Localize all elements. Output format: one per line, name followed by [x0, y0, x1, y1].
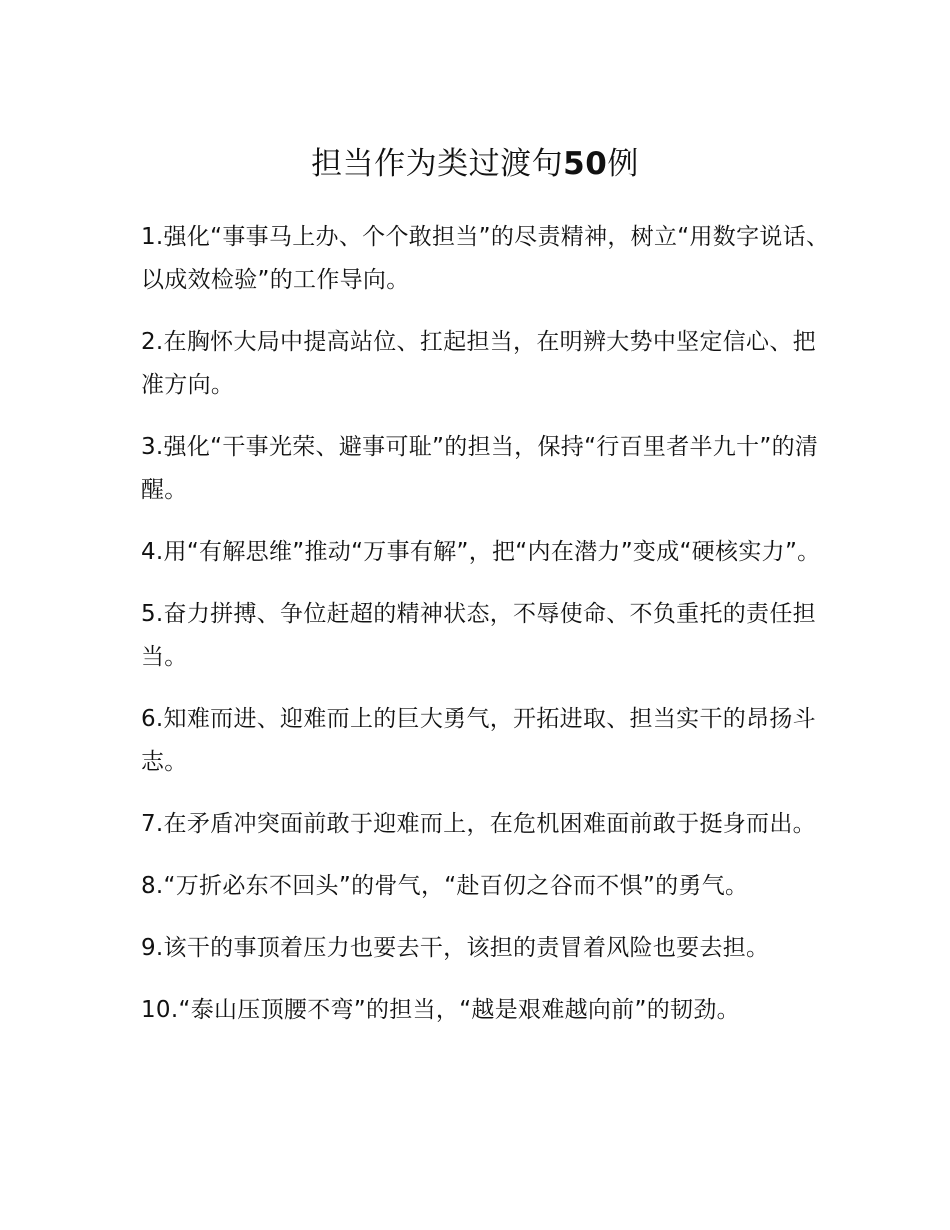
list-item: 1.强化“事事马上办、个个敢担当”的尽责精神，树立“用数字说话、以成效检验”的工作导向。: [141, 224, 830, 293]
list-item: 3.强化“干事光荣、避事可耻”的担当，保持“行百里者半九十”的清醒。: [141, 434, 819, 503]
title-prefix: 担当作为类过渡句: [311, 146, 564, 182]
list-item: 2.在胸怀大局中提高站位、扛起担当，在明辨大势中坚定信心、把准方向。: [141, 329, 816, 398]
item-list: [141, 216, 831, 1051]
list-item: 4.用“有解思维”推动“万事有解”，把“内在潜力”变成“硬核实力”。: [141, 539, 821, 565]
list-item: 8.“万折必东不回头”的骨气，“赴百仞之谷而不惧”的勇气。: [141, 873, 749, 899]
list-item: 6.知难而进、迎难而上的巨大勇气，开拓进取、担当实干的昂扬斗志。: [141, 706, 816, 775]
document-title: [0, 140, 950, 188]
title-number: 50: [563, 146, 608, 182]
title-suffix: 例: [607, 146, 639, 182]
list-item: 7.在矛盾冲突面前敢于迎难而上，在危机困难面前敢于挺身而出。: [141, 811, 816, 837]
list-item: 9.该干的事顶着压力也要去干，该担的责冒着风险也要去担。: [141, 935, 770, 961]
list-item: 5.奋力拼搏、争位赶超的精神状态，不辱使命、不负重托的责任担当。: [141, 601, 816, 670]
list-item: 10.“泰山压顶腰不弯”的担当，“越是艰难越向前”的韧劲。: [141, 997, 740, 1023]
